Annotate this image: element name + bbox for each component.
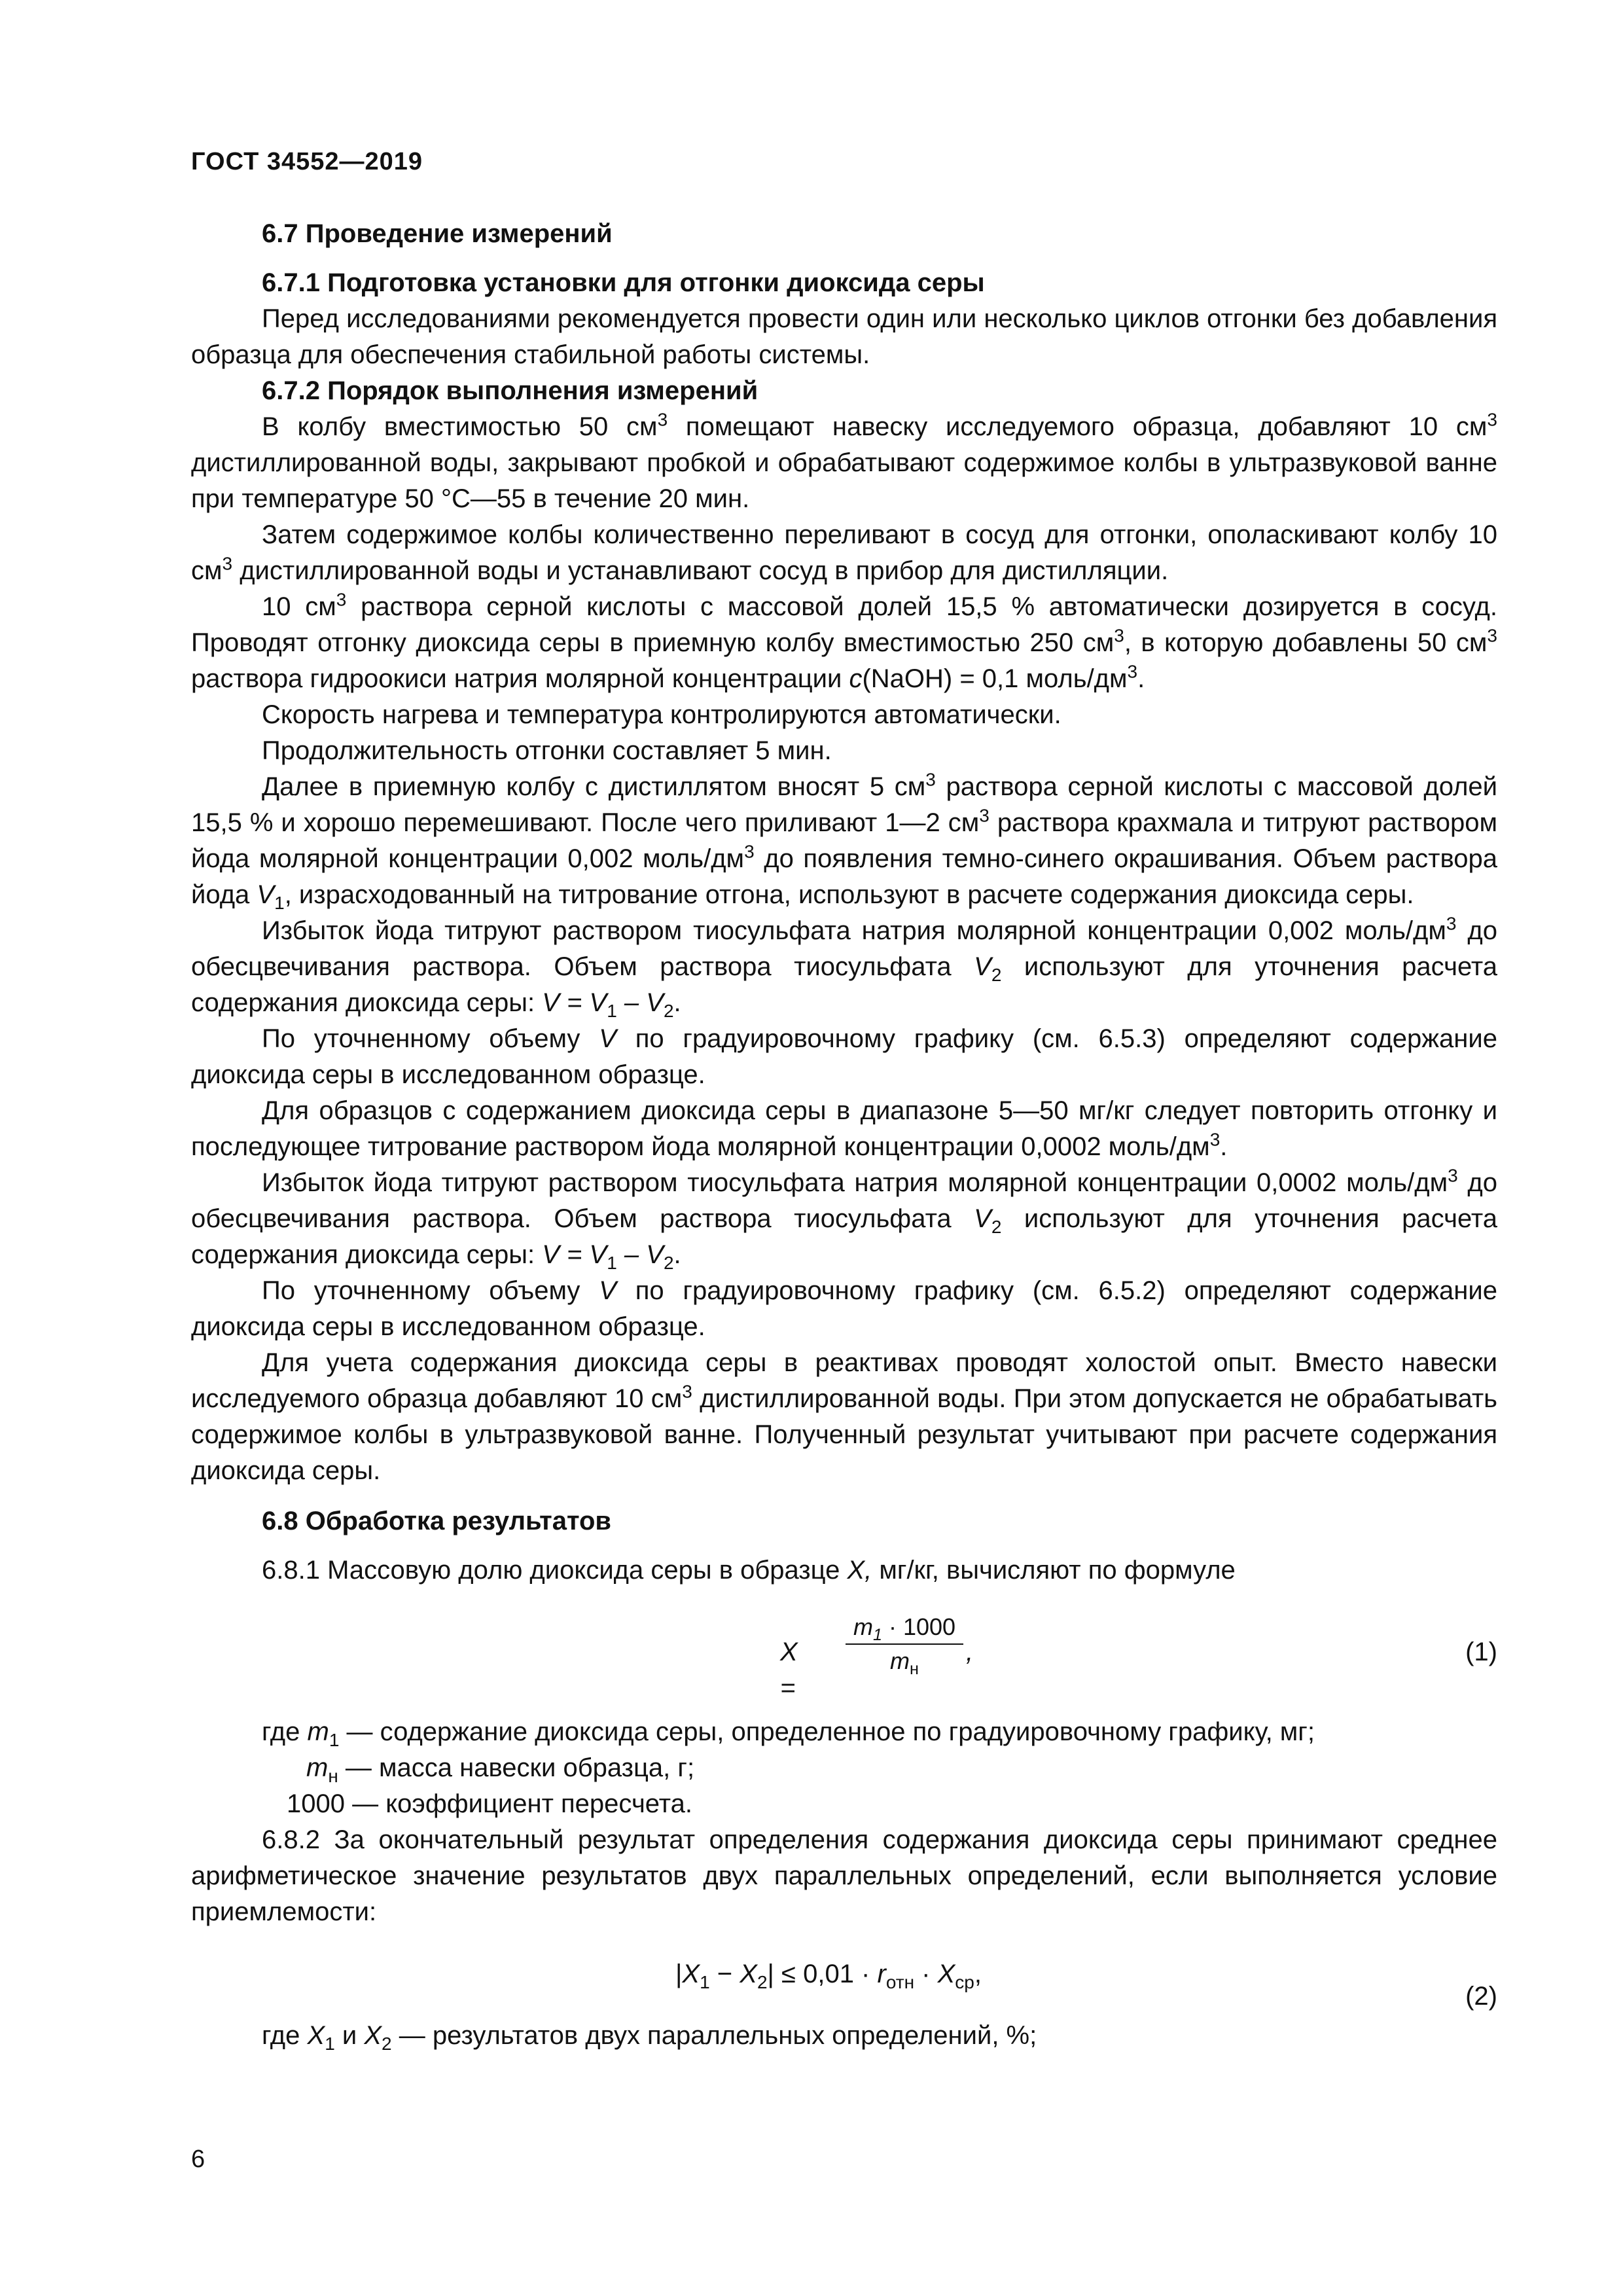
section-heading-6-7: 6.7 Проведение измерений (262, 219, 613, 248)
paragraph: В колбу вместимостью 50 $см^3$ помещают навеску исследуемого образца, добавляют 10 $см^3$ дистиллированной воды, закрывают пробкой и обрабатывают содержимое колбы в ультразвуковой ванне при температуре 50 °С—55 в течение 20 мин. (191, 409, 1497, 513)
paragraph: 6.8.1 Массовую долю диоксида серы в образце X, мг/кг, вычисляют по формуле (262, 1556, 1236, 1585)
definition-line: 1000 — коэффициент пересчета. (287, 1789, 692, 1818)
paragraph: По уточненному объему V по градуировочному графику (см. 6.5.3) определяют содержание диоксида серы в исследованном образце. (191, 1024, 1497, 1089)
paragraph: 6.8.2 За окончательный результат определения содержания диоксида серы принимают среднее арифметическое значение результатов двух параллельных определений, если выполняется условие приемлемости: (191, 1825, 1497, 1926)
paragraph: Затем содержимое колбы количественно переливают в сосуд для отгонки, ополаскивают колбу 10 $см^3$ дистиллированной воды и устанавливают сосуд в прибор для дистилляции. (191, 520, 1497, 585)
paragraph: Избыток йода титруют раствором тиосульфата натрия молярной концентрации 0,0002 моль/$дм^3$ до обесцвечивания раствора. Объем раствора тиосульфата $V_2$ используют для уточнения расчета содержания диоксида серы: $V = V_1 - V_2$. (191, 1165, 1498, 1273)
paragraph: Избыток йода титруют раствором тиосульфата натрия молярной концентрации 0,002 моль/$дм^3$ до обесцвечивания раствора. Объем раствора тиосульфата $V_2$ используют для уточнения расчета содержания диоксида серы: $V = V_1 - V_2$. (191, 913, 1498, 1021)
paragraph: Скорость нагрева и температура контролируются автоматически. (262, 700, 1061, 729)
paragraph: По уточненному объему V по градуировочному графику (см. 6.5.2) определяют содержание диоксида серы в исследованном образце. (191, 1276, 1497, 1341)
paragraph: Перед исследованиями рекомендуется провести один или несколько циклов отгонки без добавления образца для обеспечения стабильной работы системы. (191, 304, 1497, 369)
formula-2 (191, 1956, 1497, 2011)
definition-line: где $X_1$ и $X_2$ — результатов двух параллельных определений, %; (262, 2021, 1037, 2054)
paragraph: Продолжительность отгонки составляет 5 мин. (262, 736, 832, 765)
section-heading-6-8: 6.8 Обработка результатов (262, 1507, 612, 1535)
formula-1: X = $m_1 \cdot 1000$ $m_н$ , (1) (780, 1613, 1497, 1702)
formula-2-number: (2) (1465, 1982, 1497, 2011)
section-heading-6-7-1: 6.7.1 Подготовка установки для отгонки диоксида серы (262, 268, 985, 297)
formula-2-expression: $|X_1 - X_2| \le 0,01 \cdot r_{отн} \cdot X_{ср}$, (675, 1960, 982, 1992)
document-body (191, 216, 1497, 2054)
definition-line: где $m_1$ — содержание диоксида серы, определенное по градуировочному графику, мг; (262, 1717, 1315, 1750)
fraction-bar (846, 1643, 963, 1645)
definition-line: $m_н$ — масса навески образца, г; (306, 1753, 695, 1786)
paragraph: Далее в приемную колбу с дистиллятом вносят 5 $см^3$ раствора серной кислоты с массовой долей 15,5 % и хорошо перемешивают. После чего приливают 1—2 $см^3$ раствора крахмала и титруют раствором йода молярной концентрации 0,002 моль/$дм^3$ до появления темно-синего окрашивания. Объем раствора йода $V_1$, израсходованный на титрование отгона, используют в расчете содержания диоксида серы. (191, 769, 1497, 913)
document-header: ГОСТ 34552—2019 (191, 148, 423, 175)
section-heading-6-7-2: 6.7.2 Порядок выполнения измерений (262, 376, 758, 405)
formula-1-number: (1) (1465, 1638, 1497, 1666)
paragraph: Для образцов с содержанием диоксида серы в диапазоне 5—50 мг/кг следует повторить отгонку и последующее титрование раствором йода молярной концентрации 0,0002 моль/$дм^3$. (191, 1096, 1497, 1161)
paragraph: 10 $см^3$ раствора серной кислоты с массовой долей 15,5 % автоматически дозируется в сосуд. Проводят отгонку диоксида серы в приемную колбу вместимостью 250 $см^3$, в которую добавлены 50 $см^3$ раствора гидроокиси натрия молярной концентрации c(NaOH) = 0,1 моль/$дм^3$. (191, 589, 1497, 693)
paragraph: Для учета содержания диоксида серы в реактивах проводят холостой опыт. Вместо навески исследуемого образца добавляют 10 $см^3$ дистиллированной воды. При этом допускается не обрабатывать содержимое колбы в ультразвуковой ванне. Полученный результат учитывают при расчете содержания диоксида серы. (191, 1348, 1497, 1485)
page-number: 6 (191, 2145, 205, 2173)
